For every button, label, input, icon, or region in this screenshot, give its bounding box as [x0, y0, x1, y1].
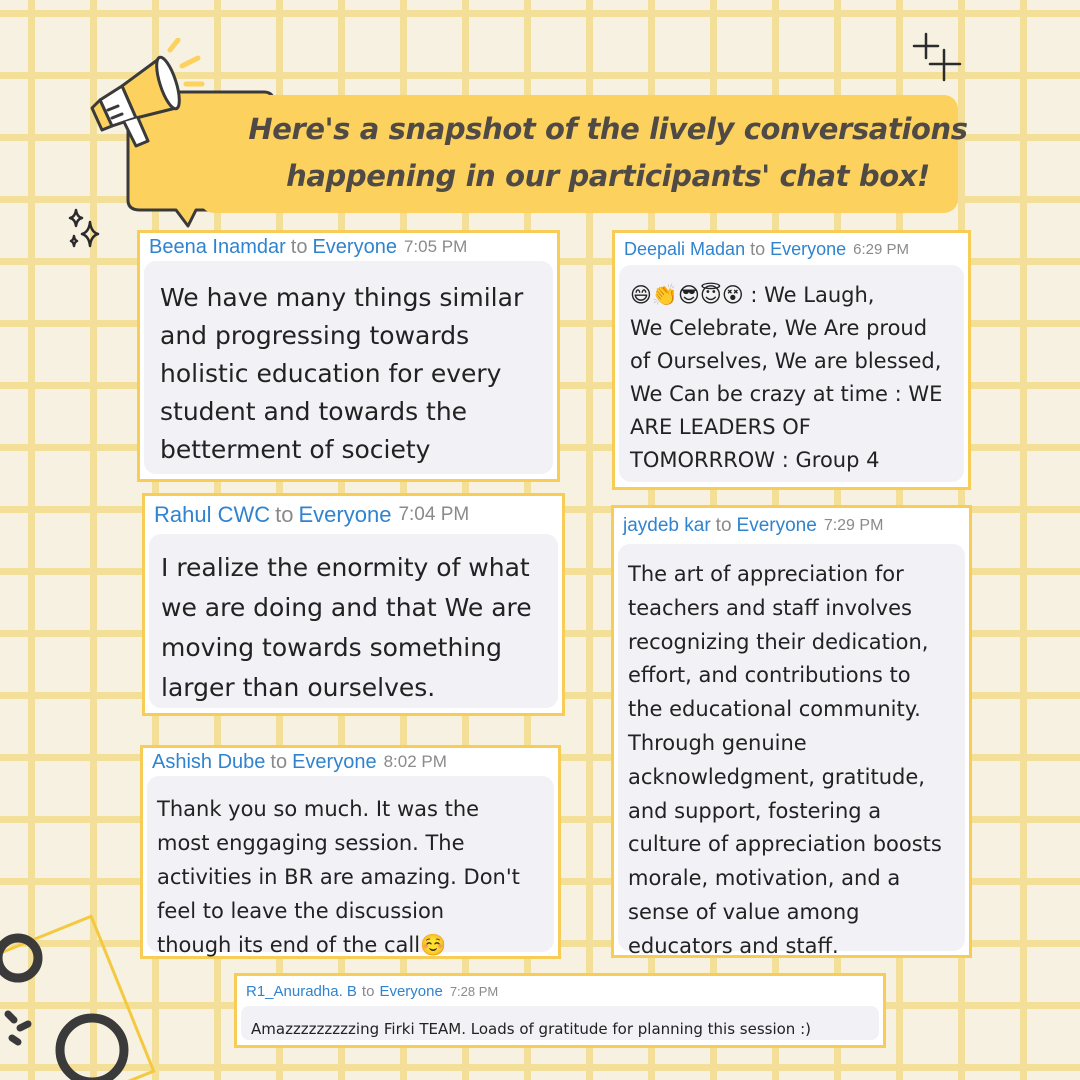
message-line: betterment of society — [160, 435, 431, 464]
sparkle-icon — [910, 30, 970, 84]
message-line: I realize the enormity of what — [161, 553, 530, 582]
to-label: to — [270, 750, 288, 773]
sender-name: Beena Inamdar — [149, 235, 286, 258]
message-header — [237, 976, 883, 1006]
message-line: We Can be crazy at time : WE — [630, 382, 943, 406]
message-bubble — [241, 1006, 879, 1040]
sender-name: Rahul CWC — [154, 502, 271, 527]
chat-message-card — [612, 230, 971, 490]
message-header — [143, 748, 558, 776]
message-line: and support, fostering a — [628, 798, 882, 823]
message-line: effort, and contributions to — [628, 663, 911, 688]
message-line: teachers and staff involves — [628, 595, 912, 620]
timestamp: 8:02 PM — [383, 752, 447, 771]
recipient-name: Everyone — [770, 238, 847, 259]
message-line: though its end of the call☺️ — [157, 933, 447, 957]
timestamp: 7:04 PM — [398, 504, 470, 525]
message-line: We have many things similar — [160, 283, 524, 312]
megaphone-icon — [78, 38, 208, 158]
chat-message-card — [137, 230, 560, 482]
message-line: of Ourselves, We are blessed, — [630, 349, 942, 373]
sender-name: Ashish Dube — [152, 750, 266, 773]
message-line: moving towards something — [161, 633, 502, 662]
message-bubble — [144, 261, 553, 474]
sparkle-icon — [64, 206, 104, 254]
message-line: educators and staff. — [628, 933, 839, 958]
chat-message-card — [140, 745, 561, 959]
message-line: 😄👏😎😇😵 : We Laugh, — [630, 283, 875, 307]
message-header — [614, 508, 969, 544]
chat-message-card — [611, 505, 972, 958]
message-header — [615, 233, 968, 265]
sender-name: R1_Anuradha. B — [246, 982, 357, 1000]
chat-message-card — [234, 973, 886, 1048]
message-line: The art of appreciation for — [628, 562, 904, 586]
to-label: to — [750, 238, 766, 259]
timestamp: 7:05 PM — [403, 237, 468, 256]
to-label: to — [715, 515, 732, 536]
message-line: morale, motivation, and a — [628, 866, 901, 891]
message-line: Through genuine — [628, 730, 807, 755]
sender-name: jaydeb kar — [623, 515, 711, 536]
ring-doodle-icon — [0, 910, 150, 1080]
timestamp: 7:29 PM — [823, 517, 884, 534]
message-bubble — [619, 265, 964, 482]
message-line: sense of value among — [628, 899, 860, 924]
sender-name: Deepali Madan — [624, 238, 746, 259]
timestamp: 6:29 PM — [853, 240, 910, 258]
message-line: TOMORRROW : Group 4 — [630, 448, 880, 472]
message-line: larger than ourselves. — [161, 673, 436, 702]
recipient-name: Everyone — [379, 982, 443, 1000]
message-line: student and towards the — [160, 397, 468, 426]
timestamp: 7:28 PM — [449, 983, 499, 999]
recipient-name: Everyone — [298, 502, 392, 527]
message-line: Amazzzzzzzzzing Firki TEAM. Loads of gratitude for planning this session :) — [251, 1020, 811, 1038]
message-header — [145, 496, 562, 534]
recipient-name: Everyone — [312, 235, 397, 258]
recipient-name: Everyone — [736, 515, 817, 536]
headline-line-2: happening in our participants' chat box! — [286, 159, 930, 193]
chat-message-card — [142, 493, 565, 716]
message-line: activities in BR are amazing. Don't — [157, 865, 520, 889]
headline — [248, 106, 968, 200]
message-line: the educational community. — [628, 697, 921, 722]
to-label: to — [275, 502, 294, 527]
message-header — [140, 233, 557, 261]
message-line: ARE LEADERS OF — [630, 415, 811, 439]
message-line: feel to leave the discussion — [157, 899, 445, 923]
message-line: acknowledgment, gratitude, — [628, 764, 925, 789]
message-line: holistic education for every — [160, 359, 502, 388]
message-bubble — [618, 544, 965, 958]
message-line: Thank you so much. It was the — [157, 797, 480, 821]
message-line: recognizing their dedication, — [628, 629, 929, 654]
to-label: to — [290, 235, 308, 258]
headline-line-1: Here's a snapshot of the lively conversations — [248, 112, 968, 146]
recipient-name: Everyone — [292, 750, 377, 773]
message-line: culture of appreciation boosts — [628, 832, 942, 857]
message-line: and progressing towards — [160, 321, 470, 350]
message-bubble — [149, 534, 558, 708]
message-line: we are doing and that We are — [161, 593, 532, 622]
message-bubble — [147, 776, 554, 957]
message-line: We Celebrate, We Are proud — [630, 316, 928, 340]
message-line: most enggaging session. The — [157, 831, 465, 855]
to-label: to — [361, 982, 375, 1000]
